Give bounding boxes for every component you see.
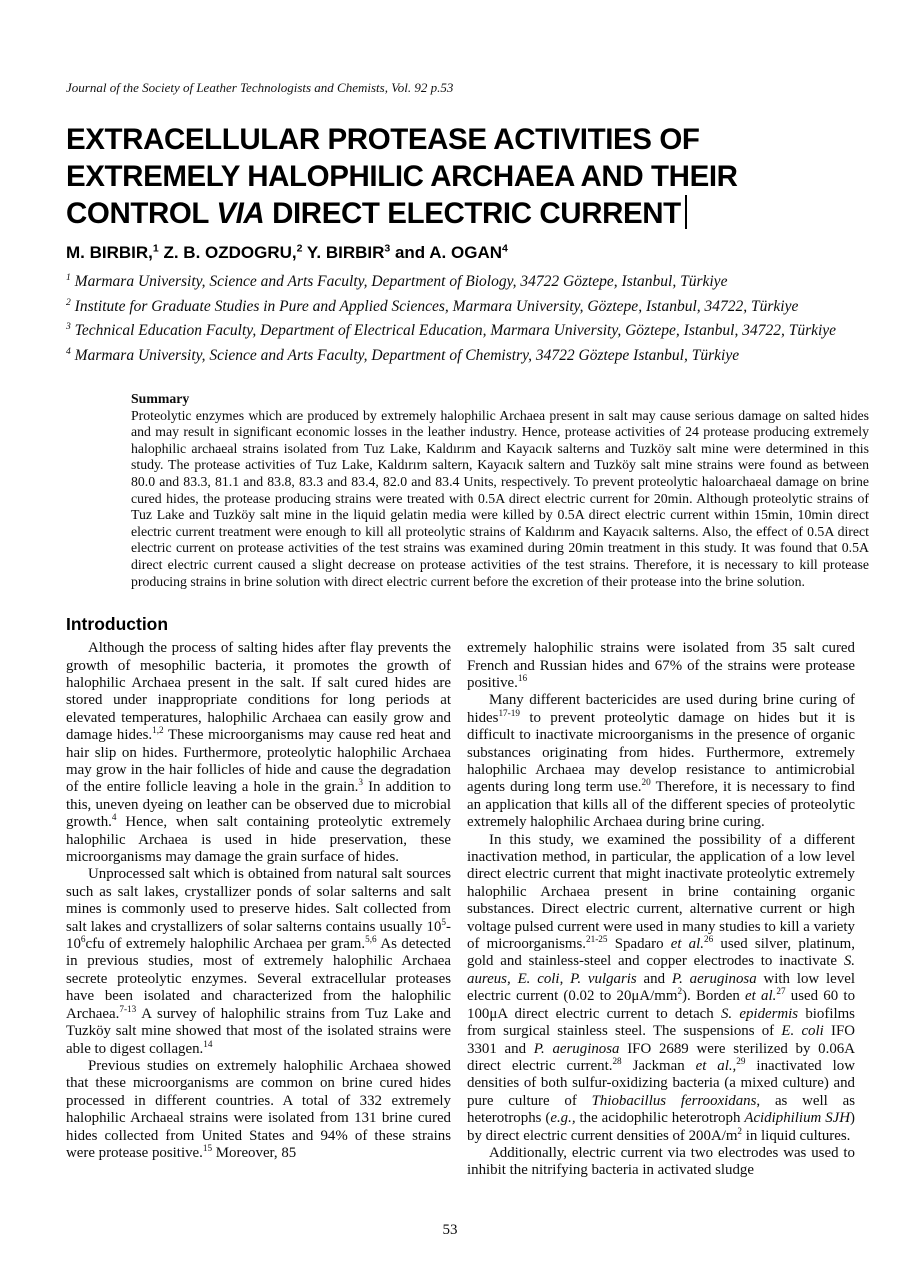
right-column	[467, 640, 855, 1180]
affiliations	[66, 270, 855, 368]
affiliation-2: $^2$ Institute for Graduate Studies in Pure and Applied Sciences, Marmara University, Göztepe, Istanbul, 34722, Türkiye	[66, 296, 799, 315]
affiliation-4: $^4$ Marmara University, Science and Arts Faculty, Department of Chemistry, 34722 Göztepe Istanbul, Türkiye	[66, 345, 740, 364]
summary-section	[131, 391, 869, 590]
journal-header: Journal of the Society of Leather Technologists and Chemists, Vol. 92 p.53	[66, 80, 454, 95]
paragraph-intro-4: extremely halophilic strains were isolated from 35 salt cured French and Russian hides and 67% of the strains were protease positive.$^{16}$	[467, 640, 855, 691]
affiliation-3: $^3$ Technical Education Faculty, Department of Electrical Education, Marmara University, Göztepe, Istanbul, 34722, Türkiye	[66, 320, 837, 340]
summary-heading: Summary	[131, 391, 190, 407]
authors-line: M. BIRBIR,$^1$ Z. B. OZDOGRU,$^2$ Y. BIRBIR$^3$ and A. OGAN$^4$	[66, 242, 508, 263]
paper-title: EXTRACELLULAR PROTEASE ACTIVITIES OF EXTREMELY HALOPHILIC ARCHAEA AND THEIR CONTROL VIA DIRECT ELECTRIC CURRENT	[66, 123, 738, 231]
two-column-body	[66, 640, 855, 1180]
left-column	[66, 640, 451, 1180]
paragraph-intro-7: Additionally, electric current via two electrodes was used to inhibit the nitrifying bacteria in activated sludge	[467, 1144, 855, 1179]
paragraph-intro-2: Unprocessed salt which is obtained from natural salt sources such as salt lakes, crystallizer ponds of solar salterns and salt mines is commonly used to preserve hides. Salt collected from salt lakes and crystallizers of solar salterns contains usually $10^5-10^6cfu$ of extremely halophilic Archaea per gram.$^{5,6}$ As detected in previous studies, most of extremely halophilic Archaea secrete proteolytic enzymes. Several extracellular proteases have been isolated and characterized from the halophilic Archaea.$^{7-13}$ A survey of halophilic strains from Tuz Lake and Tuzköy salt mine showed that most of the isolated strains were able to digest collagen.$^{14}$	[66, 866, 451, 1057]
page-number: 53	[442, 1222, 458, 1238]
paragraph-intro-1: Although the process of salting hides after flay prevents the growth of mesophilic bacteria, it promotes the growth of halophilic Archaea present in the salt. If salt cured hides are stored under inappropriate conditions for long periods at elevated temperatures, halophilic Archaea can easily grow and damage hides.$^{1,2}$ These microorganisms may cause red heat and hair slip on hides. Furthermore, proteolytic halophilic Archaea may grow in the hair follicles of hide and cause the degradation of the entire follicle leaving a hole in the grain.$^3$ In addition to this, uneven dyeing on leather can be observed due to microbial growth.$^4$ Hence, when salt containing proteolytic extremely halophilic Archaea is used in hide preservation, these microorganisms may damage the grain surface of hides.	[66, 640, 451, 866]
affiliation-1: $^1$ Marmara University, Science and Arts Faculty, Department of Biology, 34722 Göztepe, Istanbul, Türkiye	[66, 271, 728, 291]
introduction-heading: Introduction	[66, 614, 169, 635]
paragraph-intro-6: In this study, we examined the possibility of a different inactivation method, in particular, the application of a low level direct electric current that might inactivate proteolytic extremely halophilic Archaea present in brine containing organic substances. Direct electric current, alternative current or high voltage pulsed current were used in many studies to kill a variety of microorganisms.$^{21-25}$ Spadaro et al.$^{26}$ used silver, platinum, gold and stainless-steel and copper electrodes to inactivate S. aureus, E. coli, P. vulgaris and P. aeruginosa with low level electric current (0.02 to $20\mu A/mm^2$). Borden et al.$^{27}$ used 60 to 100μA direct electric current to detach S. epidermis biofilms from surgical stainless steel. The suspensions of E. coli IFO 3301 and P. aeruginosa IFO 2689 were sterilized by 0.06A direct electric current.$^{28}$ Jackman et al.,$^{29}$ inactivated low densities of both sulfur-oxidizing bacteria (a mixed culture) and pure culture of Thiobacillus ferrooxidans, as well as heterotrophs (e.g., the acidophilic heterotroph Acidiphilium SJH) by direct electric current densities of $200A/m^2$ in liquid cultures.	[467, 831, 856, 1144]
summary-body: Proteolytic enzymes which are produced by extremely halophilic Archaea present in salt may cause serious damage on salted hides and may result in significant economic losses in the leather industry. Hence, protease activities of 24 protease producing extremely halophilic archaeal strains isolated from Tuz Lake, Kaldırım and Kayacık salterns and Tuzköy salt mine were determined in this study. The protease activities of Tuz Lake, Kaldırım saltern, Kayacık saltern and Tuzköy salt mine strains were found as between 80.0 and 83.3, 81.1 and 83.8, 83.3 and 83.4, 82.0 and 83.4 Units, respectively. To prevent proteolytic haloarchaeal damage on brine cured hides, the protease producing strains were treated with 0.5A direct electric current for 20min. Although proteolytic strains of Tuz Lake and Tuzköy salt mine in the liquid gelatin media were killed by 0.5A direct electric current within 15min, 10min direct electric current treatment were enough to kill all proteolytic strains of Kaldırım and Kayacık salterns. Also, the effect of 0.5A direct electric current on protease activities of the test strains was examined during 20min treatment in this study. It was found that 0.5A direct electric current caused a slight decrease on protease activities of the test strains. Therefore, it is necessary to kill protease producing strains in brine solution with direct electric current before the excretion of their protease into the brine solution.	[131, 407, 869, 589]
cursor-artifact	[685, 195, 687, 229]
paragraph-intro-5: Many different bactericides are used during brine curing of hides$^{17-19}$ to prevent proteolytic damage on hides but it is difficult to inactivate microorganisms in the presence of organic substances originating from hides. Furthermore, extremely halophilic Archaea may develop resistance to antimicrobial agents during long term use.$^{20}$ Therefore, it is necessary to find an application that kills all of the different species of proteolytic extremely halophilic Archaea during brine curing.	[467, 692, 855, 831]
paragraph-intro-3: Previous studies on extremely halophilic Archaea showed that these microorganisms are common on brine cured hides processed in different countries. A total of 332 extremely halophilic Archaeal strains were isolated from 131 brine cured hides collected from United States and 94% of these strains were protease positive.$^{15}$ Moreover, 85	[66, 1057, 451, 1161]
